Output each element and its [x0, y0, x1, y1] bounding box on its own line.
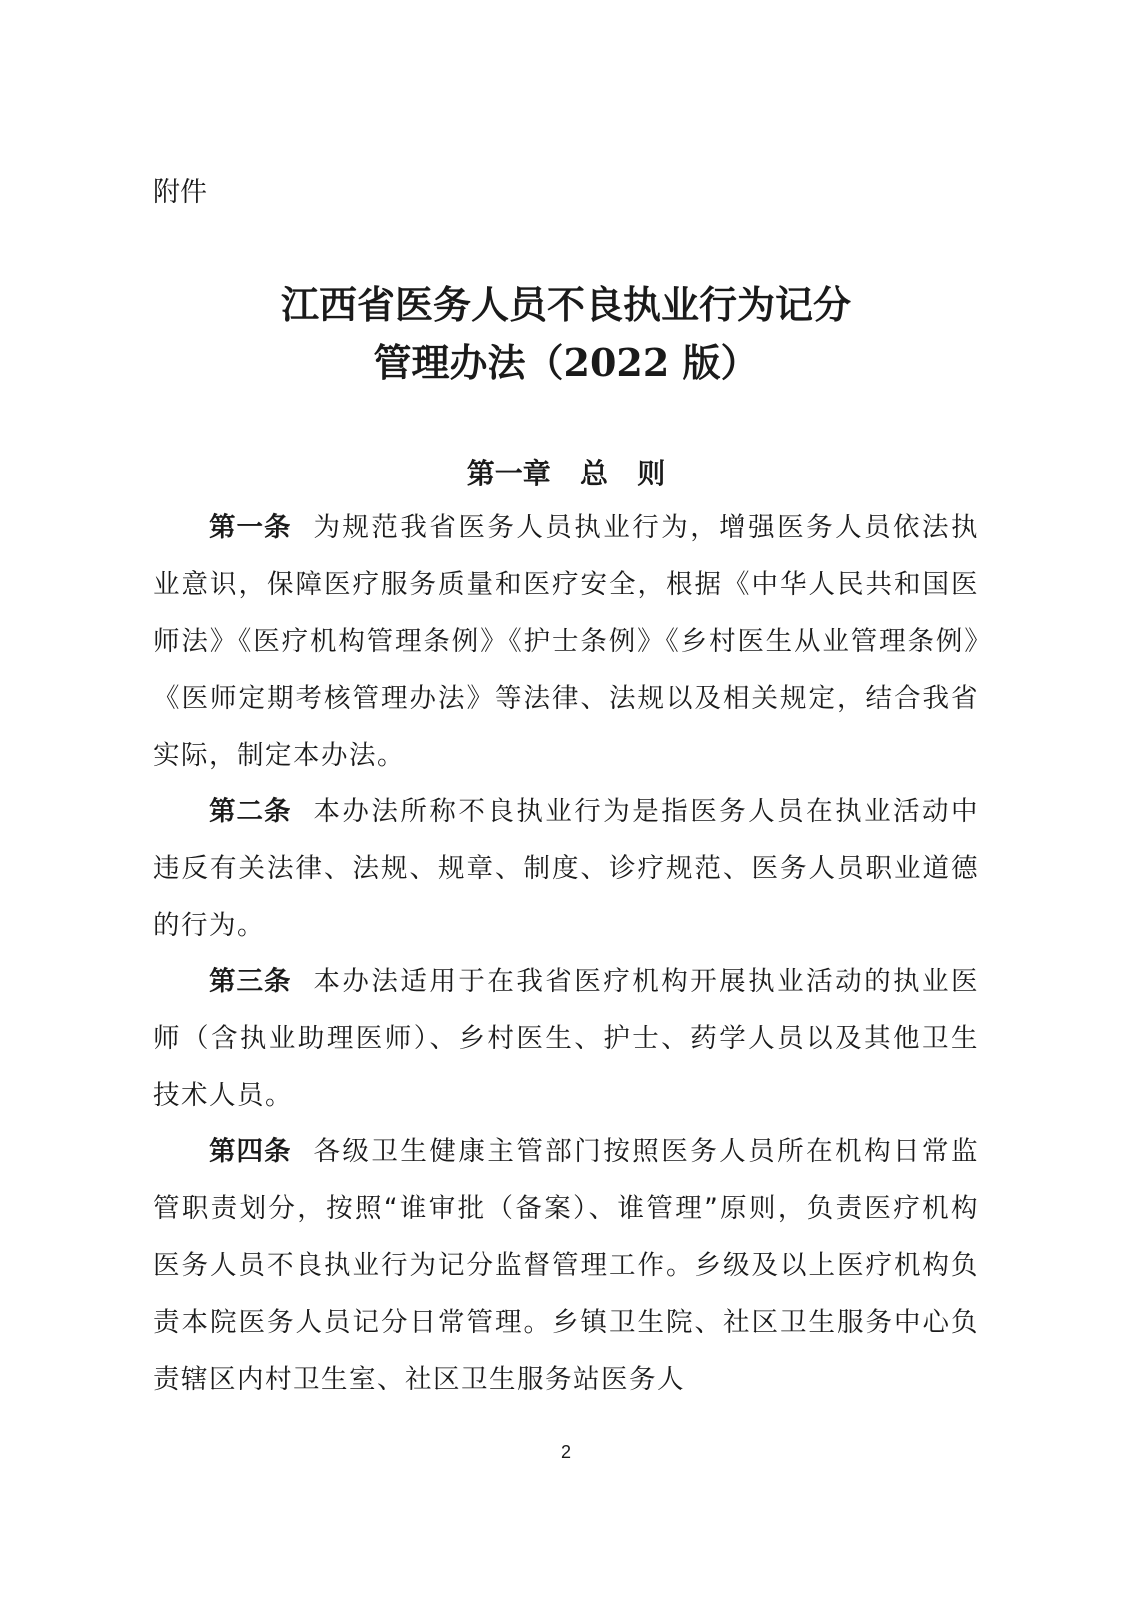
title-line-2: 管理办法（2022 版）	[373, 340, 759, 385]
article-1-text: 为规范我省医务人员执业行为，增强医务人员依法执业意识，保障医疗服务质量和医疗安全，根据《中华人民共和国医师法》《医疗机构管理条例》《护士条例》《乡村医生从业管理条例》《医师定期考核管理办法》等法律、法规以及相关规定，结合我省实际，制定本办法。	[153, 512, 980, 771]
article-1	[153, 499, 979, 784]
title-line-1: 江西省医务人员不良执业行为记分	[280, 282, 851, 327]
page-number: 2	[560, 1442, 571, 1462]
article-2	[153, 783, 979, 954]
chapter-heading: 第一章 总 则	[466, 457, 666, 490]
article-4	[153, 1123, 979, 1408]
article-3	[153, 953, 979, 1124]
article-3-text: 本办法适用于在我省医疗机构开展执业活动的执业医师（含执业助理医师）、乡村医生、护士、药学人员以及其他卫生技术人员。	[153, 966, 980, 1111]
attachment-label: 附件	[153, 177, 207, 208]
article-4-number: 第四条	[209, 1136, 292, 1167]
article-2-text: 本办法所称不良执业行为是指医务人员在执业活动中违反有关法律、法规、规章、制度、诊疗规范、医务人员职业道德的行为。	[153, 796, 980, 941]
article-1-number: 第一条	[209, 512, 292, 543]
article-2-number: 第二条	[209, 796, 292, 827]
article-4-text: 各级卫生健康主管部门按照医务人员所在机构日常监管职责划分，按照“谁审批（备案）、谁管理”原则，负责医疗机构医务人员不良执业行为记分监督管理工作。乡级及以上医疗机构负责本院医务人员记分日常管理。乡镇卫生院、社区卫生服务中心负责辖区内村卫生室、社区卫生服务站医务人	[153, 1136, 980, 1395]
article-3-number: 第三条	[209, 966, 292, 997]
document-title	[0, 276, 1132, 392]
